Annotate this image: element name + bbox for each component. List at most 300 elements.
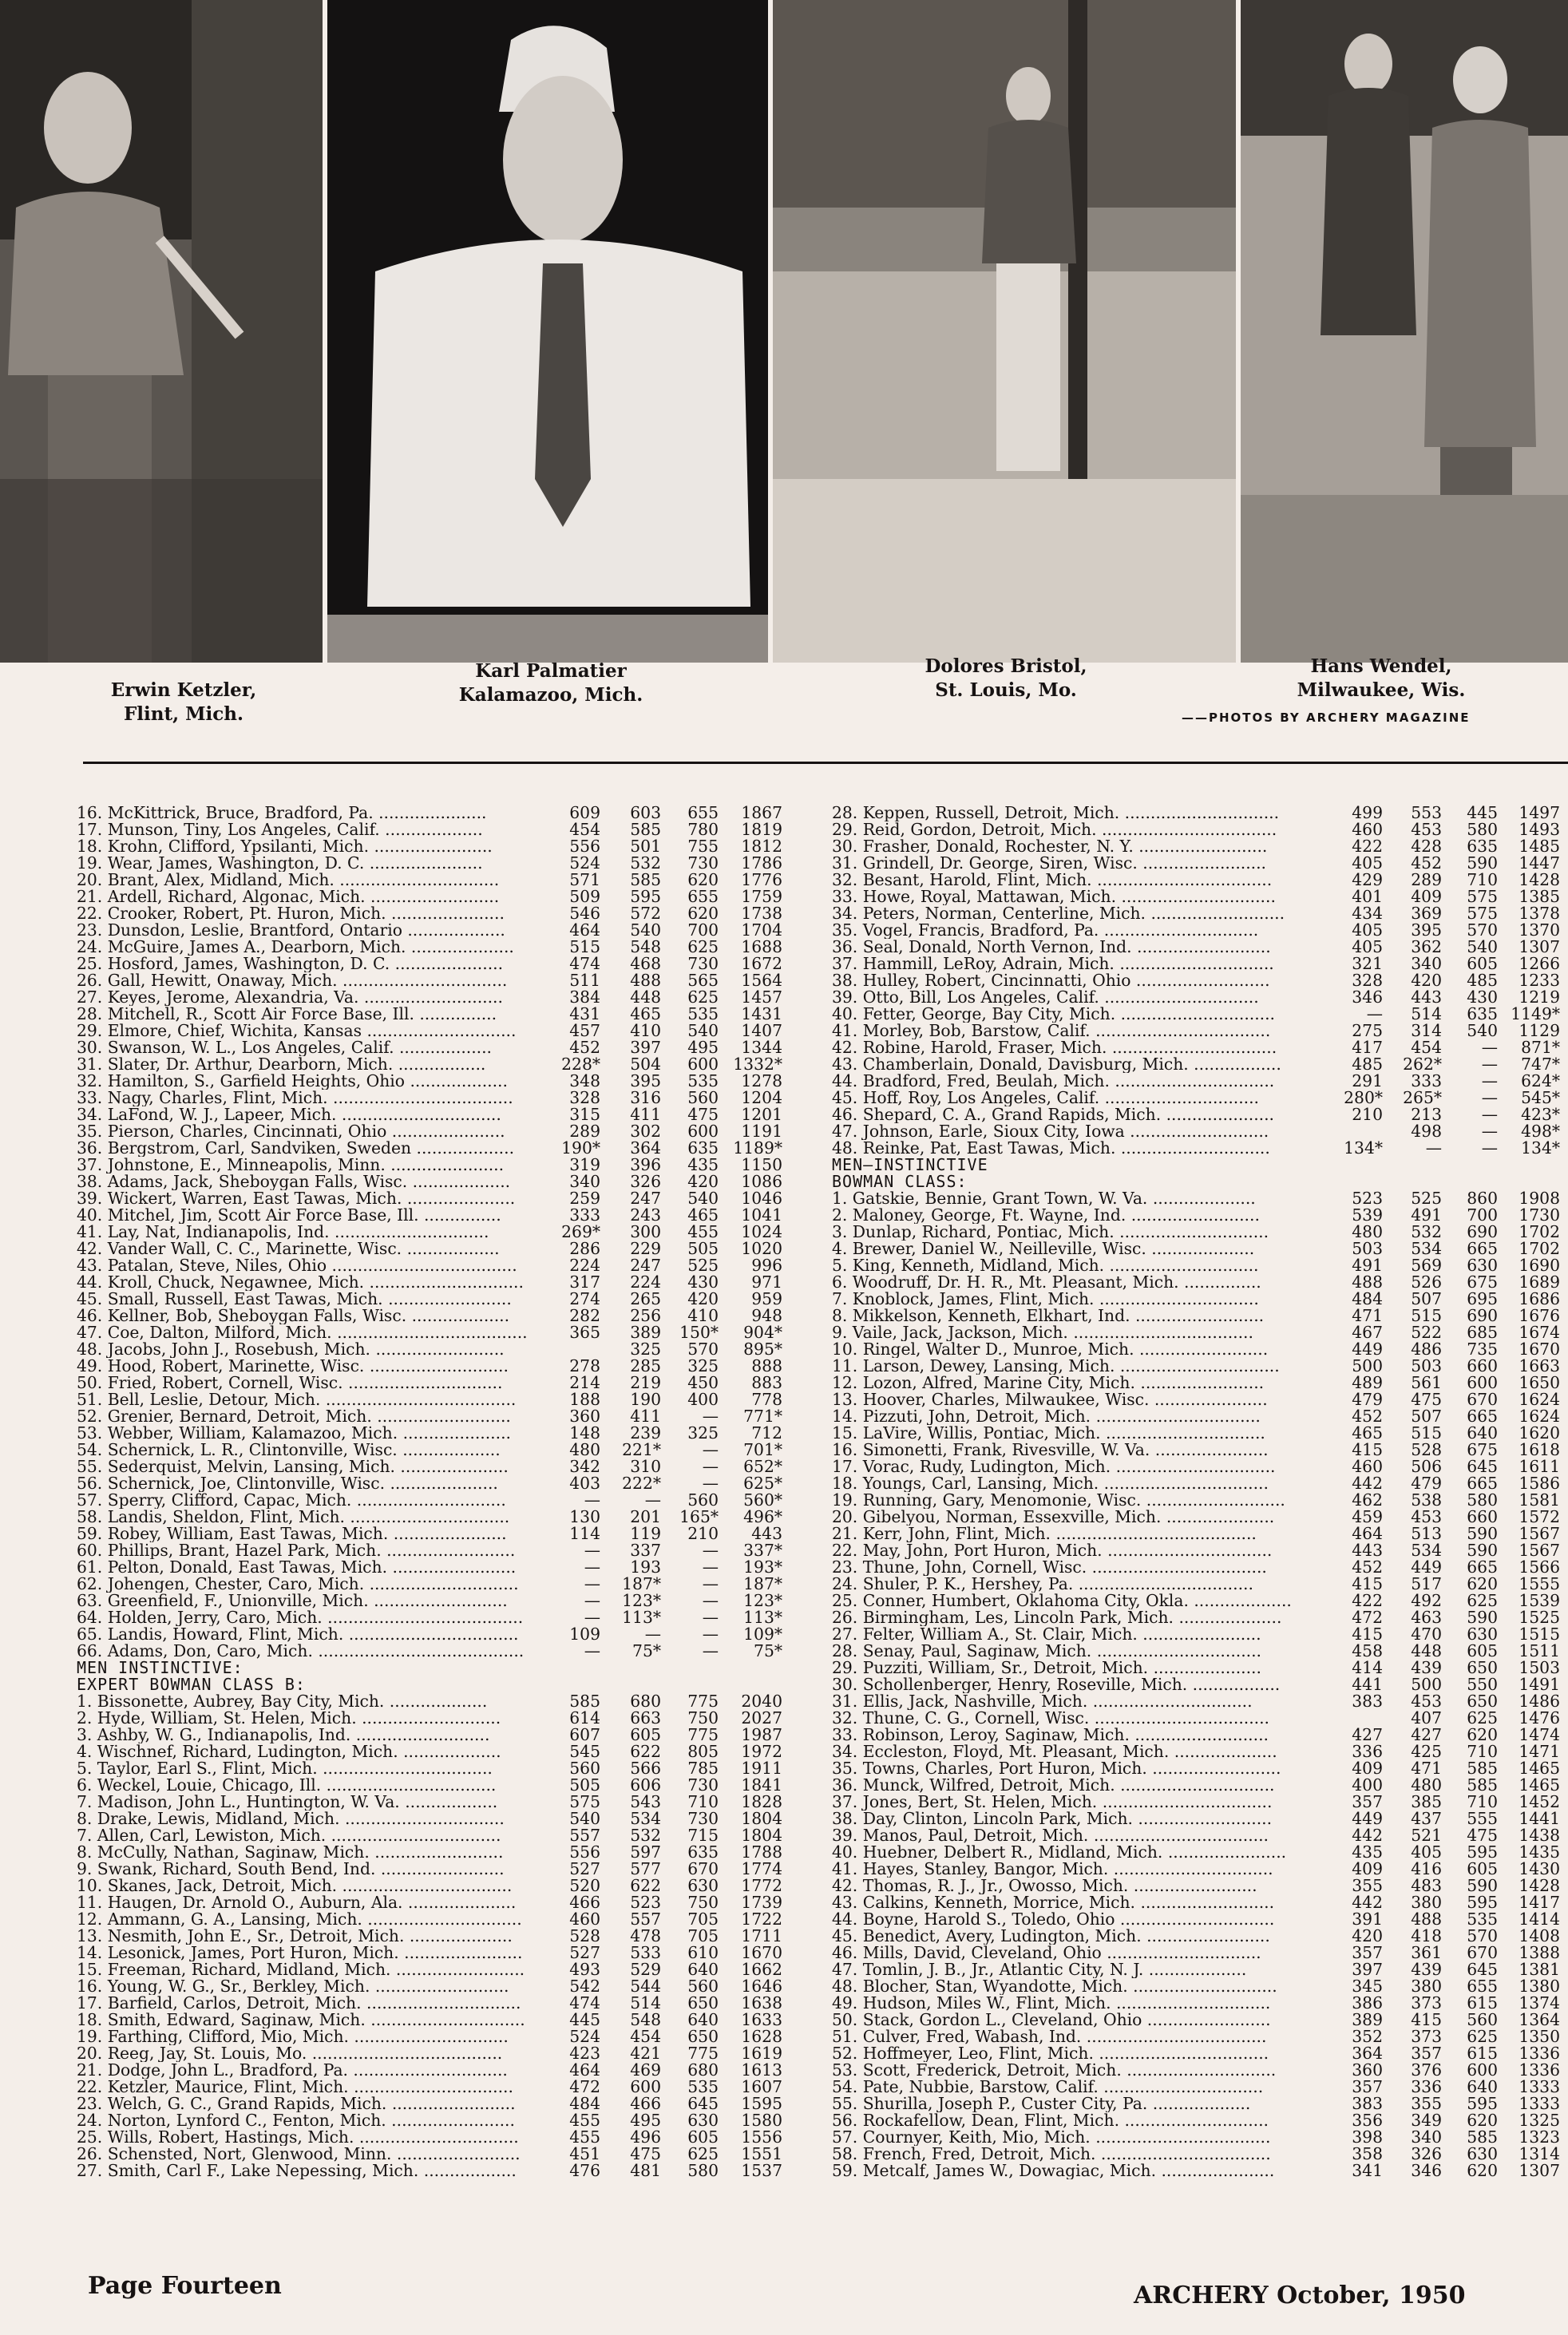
archer-name: 57. Cournyer, Keith, Mio, Mich. .................................. — [832, 2129, 1271, 2146]
score-round-3: 550 — [1467, 1675, 1498, 1694]
score-row — [832, 1675, 1560, 1694]
score-total: 1670 — [1519, 1340, 1560, 1359]
score-total: 1041 — [741, 1205, 782, 1225]
score-round-1: 443 — [1352, 1541, 1383, 1560]
score-row — [77, 1155, 782, 1174]
score-total: 1465 — [1519, 1775, 1560, 1795]
score-round-1: 383 — [1352, 1692, 1383, 1711]
score-round-2: 346 — [1411, 2161, 1442, 2180]
score-round-2: 265 — [630, 1289, 661, 1308]
score-round-3: — — [1481, 1088, 1498, 1107]
score-total: 1497 — [1519, 803, 1560, 822]
score-round-2: 475 — [1411, 1390, 1442, 1409]
score-row — [77, 803, 782, 822]
score-row — [77, 1239, 782, 1258]
score-round-2: 622 — [630, 1876, 661, 1895]
archer-name: 13. Nesmith, John E., Sr., Detroit, Mich. .................... — [77, 1928, 513, 1945]
score-round-1: 289 — [569, 1122, 600, 1141]
archer-name: 40. Mitchel, Jim, Scott Air Force Base, Ill. ............... — [77, 1207, 501, 1224]
score-round-3: — — [702, 1440, 719, 1459]
score-round-3: 615 — [1467, 2044, 1498, 2063]
score-total: 75* — [754, 1641, 782, 1660]
score-row — [832, 853, 1560, 873]
score-round-1: 464 — [569, 920, 600, 940]
score-round-1: 500 — [1352, 1356, 1383, 1375]
score-round-1: 409 — [1352, 1859, 1383, 1878]
score-round-2: 119 — [630, 1524, 661, 1543]
score-round-2: 498 — [1411, 1122, 1442, 1141]
archer-name: 56. Rockafellow, Dean, Flint, Mich. ............................ — [832, 2112, 1269, 2129]
score-round-3: — — [702, 1457, 719, 1476]
score-round-3: 665 — [1467, 1474, 1498, 1493]
archer-name: 30. Frasher, Donald, Rochester, N. Y. ......................... — [832, 838, 1268, 855]
score-round-2: 213 — [1411, 1105, 1442, 1124]
archer-name: 30. Swanson, W. L., Los Angeles, Calif. .................. — [77, 1039, 493, 1056]
score-row — [832, 1256, 1560, 1275]
score-round-1: — — [584, 1541, 600, 1560]
archer-name: 13. Hoover, Charles, Milwaukee, Wisc. ...................... — [832, 1391, 1268, 1408]
archer-name: 23. Welch, G. C., Grand Rapids, Mich. ........................ — [77, 2096, 516, 2112]
score-round-2: 247 — [630, 1189, 661, 1208]
score-row — [832, 1641, 1560, 1660]
score-round-2: 222* — [622, 1474, 661, 1493]
score-round-1: 409 — [1352, 1759, 1383, 1778]
score-round-3: 585 — [1467, 2127, 1498, 2147]
score-row — [832, 1574, 1560, 1593]
score-row — [832, 937, 1560, 956]
score-round-1: 466 — [569, 1893, 600, 1912]
score-round-2: 373 — [1411, 1993, 1442, 2012]
score-round-3: 435 — [687, 1155, 719, 1174]
score-row — [832, 1910, 1560, 1929]
score-round-3: — — [702, 1407, 719, 1426]
archer-name: 49. Hood, Robert, Marinette, Wisc. ........................... — [77, 1358, 509, 1375]
archer-name: 35. Towns, Charles, Port Huron, Mich. ......................... — [832, 1760, 1281, 1777]
score-round-3: 165* — [679, 1507, 719, 1526]
archer-name: 25. Hosford, James, Washington, D. C. ..................... — [77, 956, 504, 972]
score-round-1: 503 — [1352, 1239, 1383, 1258]
score-round-2: 507 — [1411, 1289, 1442, 1308]
score-round-2: 439 — [1411, 1658, 1442, 1677]
score-total: 1804 — [741, 1826, 782, 1845]
archer-name: 4. Brewer, Daniel W., Neilleville, Wisc. .................... — [832, 1241, 1255, 1257]
score-round-3: 625 — [687, 2144, 719, 2163]
score-total: 1020 — [741, 1239, 782, 1258]
score-round-1: 484 — [1352, 1289, 1383, 1308]
score-round-1: 228* — [561, 1055, 600, 1074]
score-row — [832, 2027, 1560, 2046]
score-round-1: 460 — [1352, 1457, 1383, 1476]
score-round-2: 357 — [1411, 2044, 1442, 2063]
score-round-2: 553 — [1411, 803, 1442, 822]
score-round-2: 543 — [630, 1792, 661, 1811]
score-round-3: 685 — [1467, 1323, 1498, 1342]
score-row — [77, 1105, 782, 1124]
score-total: 1278 — [741, 1071, 782, 1090]
score-round-3: 860 — [1467, 1189, 1498, 1208]
score-round-2: 219 — [630, 1373, 661, 1392]
archer-name: 46. Kellner, Bob, Sheboygan Falls, Wisc. ................... — [77, 1308, 510, 1324]
score-row — [77, 1876, 782, 1895]
score-round-3: 630 — [1467, 1625, 1498, 1644]
score-round-1: 328 — [1352, 971, 1383, 990]
score-row — [77, 1893, 782, 1912]
score-round-2: 449 — [1411, 1557, 1442, 1577]
score-row — [77, 1323, 782, 1342]
score-round-3: 620 — [1467, 2161, 1498, 2180]
score-total: 1189* — [733, 1138, 782, 1158]
archer-name: 36. Bergstrom, Carl, Sandviken, Sweden ................... — [77, 1140, 515, 1157]
score-row — [77, 1826, 782, 1845]
score-total: 1759 — [741, 887, 782, 906]
score-round-3: 590 — [1467, 1541, 1498, 1560]
score-total: 1586 — [1519, 1474, 1560, 1493]
score-row — [832, 1541, 1560, 1560]
score-row — [832, 1205, 1560, 1225]
score-round-3: 700 — [1467, 1205, 1498, 1225]
score-round-3: 785 — [687, 1759, 719, 1778]
archer-name: 38. Hulley, Robert, Cincinnatti, Ohio .......................... — [832, 972, 1270, 989]
score-total: 1572 — [1519, 1507, 1560, 1526]
score-total: 624* — [1521, 1071, 1560, 1090]
score-round-2: 540 — [630, 920, 661, 940]
score-round-1: 269* — [561, 1222, 600, 1241]
score-total: 1476 — [1519, 1708, 1560, 1728]
score-round-1: 509 — [569, 887, 600, 906]
score-total: 1435 — [1519, 1842, 1560, 1862]
score-row — [77, 2027, 782, 2046]
score-total: 1556 — [741, 2127, 782, 2147]
archer-name: 2. Hyde, William, St. Helen, Mich. ........................... — [77, 1710, 501, 1727]
score-round-2: 428 — [1411, 837, 1442, 856]
score-round-3: 590 — [1467, 853, 1498, 873]
score-round-3: 700 — [687, 920, 719, 940]
score-total: 1804 — [741, 1809, 782, 1828]
score-round-1: 464 — [1352, 1524, 1383, 1543]
score-row — [77, 2077, 782, 2096]
score-total: 1370 — [1519, 920, 1560, 940]
score-round-1: 400 — [1352, 1775, 1383, 1795]
score-round-1: 542 — [569, 1977, 600, 1996]
score-round-2: 532 — [1411, 1222, 1442, 1241]
score-row — [832, 1373, 1560, 1392]
score-round-1: 417 — [1352, 1038, 1383, 1057]
score-total: 959 — [751, 1289, 782, 1308]
score-round-3: — — [1481, 1071, 1498, 1090]
archer-name: 19. Running, Gary, Menomonie, Wisc. ........................... — [832, 1492, 1285, 1509]
caption-place: Milwaukee, Wis. — [1297, 679, 1466, 701]
archer-name: 38. Adams, Jack, Sheboygan Falls, Wisc. ................... — [77, 1173, 511, 1190]
score-row — [77, 1021, 782, 1040]
score-round-1: 340 — [569, 1172, 600, 1191]
score-round-1: 317 — [569, 1272, 600, 1292]
score-row — [77, 1977, 782, 1996]
class-heading: MEN INSTINCTIVE: — [77, 1658, 244, 1677]
score-total: 1417 — [1519, 1893, 1560, 1912]
score-row — [77, 1574, 782, 1593]
score-round-3: 590 — [1467, 1524, 1498, 1543]
score-row — [832, 1708, 1560, 1728]
score-round-1: 449 — [1352, 1809, 1383, 1828]
score-round-2: 506 — [1411, 1457, 1442, 1476]
score-round-2: 465 — [630, 1004, 661, 1023]
score-total: 883 — [751, 1373, 782, 1392]
score-round-2: 522 — [1411, 1323, 1442, 1342]
score-row — [832, 1407, 1560, 1426]
score-round-3: — — [702, 1557, 719, 1577]
score-round-3: 665 — [1467, 1557, 1498, 1577]
score-round-2: 364 — [630, 1138, 661, 1158]
score-row — [832, 1977, 1560, 1996]
archer-name: 11. Haugen, Dr. Arnold O., Auburn, Ala. ..................... — [77, 1894, 517, 1911]
score-round-3: — — [1481, 1138, 1498, 1158]
score-round-2: 680 — [630, 1692, 661, 1711]
score-round-2: 190 — [630, 1390, 661, 1409]
archer-name: 27. Smith, Carl F., Lake Nepessing, Mich. .................. — [77, 2163, 517, 2179]
score-total: 1580 — [741, 2111, 782, 2130]
score-round-1: 523 — [1352, 1189, 1383, 1208]
score-total: 1485 — [1519, 837, 1560, 856]
score-total: 1344 — [741, 1038, 782, 1057]
score-round-2: 577 — [630, 1859, 661, 1878]
score-round-2: 521 — [1411, 1826, 1442, 1845]
score-row — [77, 887, 782, 906]
score-round-1: 355 — [1352, 1876, 1383, 1895]
score-row — [77, 1557, 782, 1577]
score-round-2: 663 — [630, 1708, 661, 1728]
score-round-3: 675 — [1467, 1272, 1498, 1292]
archer-name: 6. Woodruff, Dr. H. R., Mt. Pleasant, Mich. ............... — [832, 1274, 1261, 1291]
score-round-3: 600 — [687, 1055, 719, 1074]
score-round-3: — — [702, 1591, 719, 1610]
score-round-1: 455 — [569, 2127, 600, 2147]
archer-name: 14. Lesonick, James, Port Huron, Mich. ....................... — [77, 1945, 523, 1961]
score-round-2: 478 — [630, 1926, 661, 1945]
score-round-2: 285 — [630, 1356, 661, 1375]
archer-name: 36. Munck, Wilfred, Detroit, Mich. .............................. — [832, 1777, 1275, 1794]
archer-name: 43. Chamberlain, Donald, Davisburg, Mich. ................. — [832, 1056, 1281, 1073]
score-round-2: 380 — [1411, 1977, 1442, 1996]
score-round-3: 560 — [687, 1977, 719, 1996]
score-round-3: 710 — [1467, 1792, 1498, 1811]
score-round-3: 570 — [1467, 920, 1498, 940]
score-row — [832, 1859, 1560, 1878]
score-round-1: 188 — [569, 1390, 600, 1409]
score-row — [77, 1390, 782, 1409]
score-round-1: 442 — [1352, 1474, 1383, 1493]
score-round-2: 569 — [1411, 1256, 1442, 1275]
score-total: 1332* — [733, 1055, 782, 1074]
score-round-3: 680 — [687, 2060, 719, 2080]
score-row — [77, 853, 782, 873]
score-round-3: 580 — [1467, 820, 1498, 839]
score-round-3: 555 — [1467, 1809, 1498, 1828]
score-total: 1567 — [1519, 1524, 1560, 1543]
archer-name: 59. Robey, William, East Tawas, Mich. ...................... — [77, 1526, 507, 1542]
score-round-1: — — [584, 1490, 600, 1510]
score-round-1: 546 — [569, 904, 600, 923]
score-round-2: 239 — [630, 1423, 661, 1443]
score-round-3: 650 — [1467, 1658, 1498, 1677]
archer-name: 29. Reid, Gordon, Detroit, Mich. .................................. — [832, 821, 1277, 838]
score-total: 1613 — [741, 2060, 782, 2080]
score-total: 1350 — [1519, 2027, 1560, 2046]
score-row — [77, 1222, 782, 1241]
score-round-1: 452 — [1352, 1557, 1383, 1577]
score-round-2: 514 — [1411, 1004, 1442, 1023]
score-total: 1689 — [1519, 1272, 1560, 1292]
score-total: 1233 — [1519, 971, 1560, 990]
score-total: 498* — [1521, 1122, 1560, 1141]
archer-name: 43. Calkins, Kenneth, Morrice, Mich. .......................... — [832, 1894, 1275, 1911]
score-round-2: 409 — [1411, 887, 1442, 906]
score-total: 1314 — [1519, 2144, 1560, 2163]
archer-name: 19. Wear, James, Washington, D. C. ...................... — [77, 855, 483, 872]
archer-name: 41. Morley, Bob, Barstow, Calif. .................................. — [832, 1023, 1271, 1039]
score-total: 1374 — [1519, 1993, 1560, 2012]
score-total: 1539 — [1519, 1591, 1560, 1610]
score-round-1: 274 — [569, 1289, 600, 1308]
score-round-1: 528 — [569, 1926, 600, 1945]
archer-name: 6. Weckel, Louie, Chicago, Ill. ................................. — [77, 1777, 497, 1794]
score-round-3: 450 — [687, 1373, 719, 1392]
score-round-2: 504 — [630, 1055, 661, 1074]
score-round-1: 540 — [569, 1809, 600, 1828]
score-round-3: 660 — [1467, 1356, 1498, 1375]
score-total: 1438 — [1519, 1826, 1560, 1845]
score-round-2: 500 — [1411, 1675, 1442, 1694]
score-total: 1408 — [1519, 1926, 1560, 1945]
score-row — [77, 954, 782, 973]
archer-name: 18. Smith, Edward, Saginaw, Mich. .............................. — [77, 2012, 525, 2028]
score-row — [77, 1842, 782, 1862]
score-round-1: 291 — [1352, 1071, 1383, 1090]
score-round-3: 560 — [1467, 2010, 1498, 2029]
score-round-2: 470 — [1411, 1625, 1442, 1644]
score-row — [77, 2094, 782, 2113]
archer-name: 23. Dunsdon, Leslie, Brantford, Ontario ................... — [77, 922, 505, 939]
score-total: 1786 — [741, 853, 782, 873]
score-row — [77, 1943, 782, 1962]
score-round-2: 488 — [1411, 1910, 1442, 1929]
score-round-1: 458 — [1352, 1641, 1383, 1660]
score-round-1: 452 — [1352, 1407, 1383, 1426]
archer-name: 66. Adams, Don, Caro, Mich. ........................................ — [77, 1643, 525, 1660]
score-round-2: 534 — [1411, 1239, 1442, 1258]
score-round-3: 640 — [1467, 1423, 1498, 1443]
score-round-1: 442 — [1352, 1826, 1383, 1845]
caption-name: Hans Wendel, — [1310, 655, 1452, 677]
score-round-1: 398 — [1352, 2127, 1383, 2147]
score-round-2: 389 — [630, 1323, 661, 1342]
score-total: 1686 — [1519, 1289, 1560, 1308]
score-round-1: 575 — [569, 1792, 600, 1811]
score-total: 1676 — [1519, 1306, 1560, 1325]
archer-name: 40. Fetter, George, Bay City, Mich. .............................. — [832, 1006, 1275, 1023]
score-round-3: 590 — [1467, 1876, 1498, 1895]
score-row — [832, 1055, 1560, 1074]
score-row — [832, 1457, 1560, 1476]
score-round-3: 560 — [687, 1490, 719, 1510]
score-round-1: 493 — [569, 1960, 600, 1979]
score-row — [77, 1591, 782, 1610]
archer-name: 35. Pierson, Charles, Cincinnati, Ohio ...................... — [77, 1123, 505, 1140]
score-row — [832, 1440, 1560, 1459]
score-row — [832, 1591, 1560, 1610]
score-round-2: 314 — [1411, 1021, 1442, 1040]
score-total: 771* — [743, 1407, 782, 1426]
score-round-1: 452 — [569, 1038, 600, 1057]
score-round-2: 243 — [630, 1205, 661, 1225]
score-total: 1611 — [1519, 1457, 1560, 1476]
archer-name: 59. Metcalf, James W., Dowagiac, Mich. ...................... — [832, 2163, 1275, 2179]
score-round-2: 396 — [630, 1155, 661, 1174]
score-row — [77, 2060, 782, 2080]
score-row — [832, 1826, 1560, 1845]
archer-name: 38. Day, Clinton, Lincoln Park, Mich. .......................... — [832, 1811, 1273, 1827]
score-round-2: 361 — [1411, 1943, 1442, 1962]
score-round-1: 427 — [1352, 1725, 1383, 1744]
score-round-2: 468 — [630, 954, 661, 973]
score-row — [832, 1390, 1560, 1409]
score-total: 1150 — [741, 1155, 782, 1174]
score-round-1: 471 — [1352, 1306, 1383, 1325]
score-round-3: 595 — [1467, 1893, 1498, 1912]
archer-name: 21. Ardell, Richard, Algonac, Mich. ......................... — [77, 888, 500, 905]
score-round-3: 580 — [1467, 1490, 1498, 1510]
score-round-2: 448 — [630, 987, 661, 1007]
score-row — [77, 1440, 782, 1459]
score-round-2: 525 — [1411, 1189, 1442, 1208]
score-total: 948 — [751, 1306, 782, 1325]
photo-erwin-ketzler — [0, 0, 323, 663]
score-round-3: 420 — [687, 1172, 719, 1191]
photo-hans-wendel — [1241, 0, 1568, 663]
score-round-3: 635 — [1467, 837, 1498, 856]
score-round-2: 538 — [1411, 1490, 1442, 1510]
score-row — [77, 1423, 782, 1443]
photo-credit: ——PHOTOS BY ARCHERY MAGAZINE — [1182, 710, 1471, 725]
score-row — [77, 937, 782, 956]
score-total: 1738 — [741, 904, 782, 923]
score-round-2: 557 — [630, 1910, 661, 1929]
results-column-left — [77, 803, 782, 2180]
score-total: 1702 — [1519, 1222, 1560, 1241]
score-row — [77, 1490, 782, 1510]
score-round-1: 556 — [569, 1842, 600, 1862]
score-round-2: 492 — [1411, 1591, 1442, 1610]
archer-name: 41. Hayes, Stanley, Bangor, Mich. ............................... — [832, 1861, 1273, 1878]
score-round-1: 345 — [1352, 1977, 1383, 1996]
score-row — [77, 1474, 782, 1493]
score-round-2: 561 — [1411, 1373, 1442, 1392]
archer-name: 39. Wickert, Warren, East Tawas, Mich. ..................... — [77, 1190, 516, 1207]
score-total: 1457 — [741, 987, 782, 1007]
score-total: 1772 — [741, 1876, 782, 1895]
archer-name: 22. Ketzler, Maurice, Flint, Mich. ............................... — [77, 2079, 513, 2096]
score-row — [832, 1725, 1560, 1744]
archer-name: 37. Jones, Bert, St. Helen, Mich. ................................. — [832, 1794, 1273, 1811]
score-round-2: 532 — [630, 1826, 661, 1845]
score-round-2: 395 — [1411, 920, 1442, 940]
score-round-1: 527 — [569, 1943, 600, 1962]
score-round-3: 780 — [687, 820, 719, 839]
score-round-1: 275 — [1352, 1021, 1383, 1040]
score-row — [77, 1960, 782, 1979]
archer-name: 20. Reeg, Jay, St. Louis, Mo. ..................................... — [77, 2045, 503, 2062]
score-total: 193* — [743, 1557, 782, 1577]
score-round-2: — — [644, 1490, 661, 1510]
